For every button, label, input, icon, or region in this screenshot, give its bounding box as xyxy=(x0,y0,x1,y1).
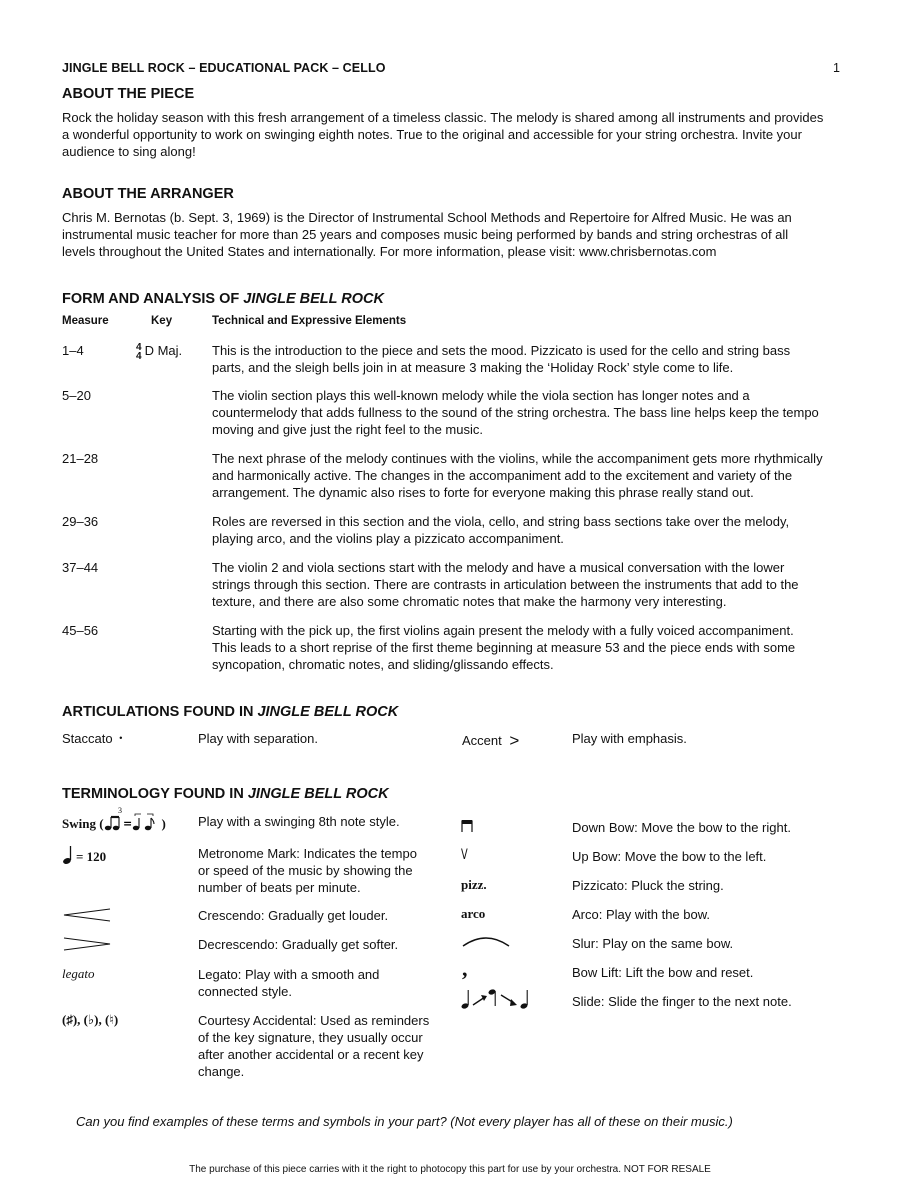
text-line: Metronome Mark: Indicates the tempo xyxy=(198,846,417,861)
slur-icon xyxy=(461,934,511,948)
pizz-symbol: pizz. xyxy=(461,877,487,892)
courtesy-accidental-symbol: (♯), (♭), (♮) xyxy=(62,1012,119,1027)
term-metronome xyxy=(198,845,428,896)
metronome-symbol xyxy=(62,845,106,865)
text-line: after another accidental or a recent key xyxy=(198,1047,424,1062)
measure-cell: 5–20 xyxy=(62,388,91,403)
swing-label: Swing ( xyxy=(62,816,104,831)
term-decrescendo xyxy=(198,936,428,953)
metronome-value: = 120 xyxy=(76,849,107,864)
text-line: connected style. xyxy=(198,984,292,999)
about-arranger-heading: ABOUT THE ARRANGER xyxy=(62,186,234,202)
text-line: The violin section plays this well-known melody while the viola section has longer notes and a xyxy=(212,388,750,403)
text-line: of the key signature, they usually occur xyxy=(198,1030,423,1045)
text-line: audience to sing along! xyxy=(62,144,196,159)
page xyxy=(62,0,840,1200)
text-line: Rock the holiday season with this fresh arrangement of a timeless classic. The melody is shared among all instruments and provides xyxy=(62,110,824,125)
heading-prefix: FORM AND ANALYSIS OF xyxy=(62,291,244,307)
term-arco: Arco: Play with the bow. xyxy=(572,907,711,922)
decrescendo-icon xyxy=(62,936,114,952)
articulation-name: Accent xyxy=(462,733,502,748)
swing-symbol xyxy=(62,813,166,833)
articulation-desc: Play with emphasis. xyxy=(572,731,687,746)
svg-text:=: = xyxy=(122,817,132,830)
triplet-number: 3 xyxy=(118,806,122,815)
text-line: texture, and there are also some chromatic notes that make the harmony very interesting. xyxy=(212,594,727,609)
down-bow-icon xyxy=(461,819,473,833)
term-pizzicato: Pizzicato: Pluck the string. xyxy=(572,878,724,893)
key-label: D Maj. xyxy=(144,343,183,358)
about-piece-text xyxy=(62,109,840,160)
measure-cell: 21–28 xyxy=(62,451,99,466)
heading-piece-title: JINGLE BELL ROCK xyxy=(257,704,399,720)
heading-prefix: TERMINOLOGY FOUND IN xyxy=(62,786,248,802)
legato-symbol: legato xyxy=(62,966,95,981)
elements-cell xyxy=(212,513,840,547)
text-line: number of beats per minute. xyxy=(198,880,361,895)
page-number: 1 xyxy=(833,61,840,75)
staccato-icon: • xyxy=(119,733,123,743)
heading-piece-title: JINGLE BELL ROCK xyxy=(247,786,389,802)
term-bow-lift: Bow Lift: Lift the bow and reset. xyxy=(572,965,754,980)
text-line: Chris M. Bernotas (b. Sept. 3, 1969) is the Director of Instrumental School Methods and Repertoire for Alfred Music. He was an xyxy=(62,210,792,225)
elements-cell xyxy=(212,450,840,501)
column-header-elements: Technical and Expressive Elements xyxy=(212,315,407,327)
text-line: Play with a swinging 8th note style. xyxy=(198,814,400,829)
text-line: The violin 2 and viola sections start with the melody and have a musical conversation with the lower xyxy=(212,560,785,575)
footer-note: The purchase of this piece carries with it the right to photocopy this part for use by your orchestra. NOT FOR RESALE xyxy=(189,1164,711,1175)
text-line: change. xyxy=(198,1064,245,1079)
articulation-desc: Play with separation. xyxy=(198,731,318,746)
articulation-staccato xyxy=(62,731,122,746)
terminology-heading xyxy=(62,786,389,802)
text-line: countermelody that adds fullness to the sound of the string orchestra. The bass line helps keep the tempo xyxy=(212,405,819,420)
text-line: Courtesy Accidental: Used as reminders xyxy=(198,1013,430,1028)
bow-lift-icon: , xyxy=(462,956,468,981)
form-analysis-heading xyxy=(62,291,384,307)
text-line: This leads to a short reprise of the first theme beginning at measure 53 and the piece ends with some xyxy=(212,640,796,655)
time-sig-top: 4 xyxy=(136,342,142,353)
text-line: moving and give just the right feel to the music. xyxy=(212,422,483,437)
text-line: levels throughout the United States and internationally. For more information, please visit: www.chrisbernotas.com xyxy=(62,244,717,259)
about-piece-heading: ABOUT THE PIECE xyxy=(62,86,195,102)
articulations-heading xyxy=(62,704,398,720)
heading-prefix: ARTICULATIONS FOUND IN xyxy=(62,704,258,720)
page-header-title: JINGLE BELL ROCK – EDUCATIONAL PACK – CELLO xyxy=(62,61,386,75)
term-slur: Slur: Play on the same bow. xyxy=(572,936,734,951)
quarter-note-icon xyxy=(62,845,76,865)
measure-cell: 45–56 xyxy=(62,623,99,638)
elements-cell xyxy=(212,387,840,438)
measure-cell: 37–44 xyxy=(62,560,99,575)
elements-cell xyxy=(212,622,840,673)
key-cell xyxy=(136,342,182,361)
elements-cell xyxy=(212,559,840,610)
text-line: parts, and the sleigh bells join in at measure 3 making the ‘Holiday Rock’ style come to life. xyxy=(212,360,734,375)
text-line: strings through this section. There are contrasts in articulation between the instruments that add to the xyxy=(212,577,799,592)
term-crescendo xyxy=(198,907,428,924)
slide-icon xyxy=(461,986,543,1010)
measure-cell: 1–4 xyxy=(62,343,84,358)
text-line: Legato: Play with a smooth and xyxy=(198,967,380,982)
arco-symbol: arco xyxy=(461,906,486,921)
text-line: Crescendo: Gradually get louder. xyxy=(198,908,389,923)
text-line: The next phrase of the melody continues with the violins, while the accompaniment gets more rhythmically xyxy=(212,451,823,466)
heading-piece-title: JINGLE BELL ROCK xyxy=(243,291,384,307)
closing-question: Can you find examples of these terms and symbols in your part? (Not every player has all of these on their music.) xyxy=(76,1114,733,1129)
swing-label-end: ) xyxy=(161,816,166,831)
articulation-name: Staccato xyxy=(62,731,113,746)
time-sig-bottom: 4 xyxy=(136,351,142,362)
text-line: This is the introduction to the piece and sets the mood. Pizzicato is used for the cello and string bass xyxy=(212,343,791,358)
about-arranger-text xyxy=(62,209,840,260)
crescendo-icon xyxy=(62,907,114,923)
text-line: Decrescendo: Gradually get softer. xyxy=(198,937,399,952)
term-down-bow: Down Bow: Move the bow to the right. xyxy=(572,820,791,835)
text-line: syncopation, chromatic notes, and sliding/glissando effects. xyxy=(212,657,554,672)
accent-icon: > xyxy=(509,731,520,750)
term-legato xyxy=(198,966,428,1000)
text-line: and harmonically active. The changes in the accompaniment add to the excitement and variety of the xyxy=(212,468,793,483)
text-line: or speed of the music by showing the xyxy=(198,863,413,878)
term-up-bow: Up Bow: Move the bow to the left. xyxy=(572,849,767,864)
time-signature-icon xyxy=(136,343,142,361)
text-line: Starting with the pick up, the first violins again present the melody with a fully voiced accompaniment. xyxy=(212,623,794,638)
measure-cell: 29–36 xyxy=(62,514,99,529)
column-header-key: Key xyxy=(151,315,173,327)
text-line: a wonderful opportunity to work on swinging eighth notes. True to the original and accessible for your string orchestra. Invite your xyxy=(62,127,802,142)
text-line: Roles are reversed in this section and the viola, cello, and string bass sections take over the melody, xyxy=(212,514,790,529)
term-swing xyxy=(198,813,428,830)
up-bow-icon: V xyxy=(461,847,468,863)
column-header-measure: Measure xyxy=(62,315,109,327)
text-line: playing arco, and the violins play a pizzicato accompaniment. xyxy=(212,531,564,546)
text-line: arrangement. The dynamic also rises to forte for everyone making this phrase really stand out. xyxy=(212,485,754,500)
term-courtesy-accidental xyxy=(198,1012,448,1080)
articulation-accent xyxy=(462,731,519,751)
text-line: instrumental music teacher for more than 25 years and composes music being performed by bands and string orchestras of all xyxy=(62,227,789,242)
elements-cell xyxy=(212,342,840,376)
term-slide: Slide: Slide the finger to the next note. xyxy=(572,994,792,1009)
swing-notation-icon xyxy=(104,813,162,833)
